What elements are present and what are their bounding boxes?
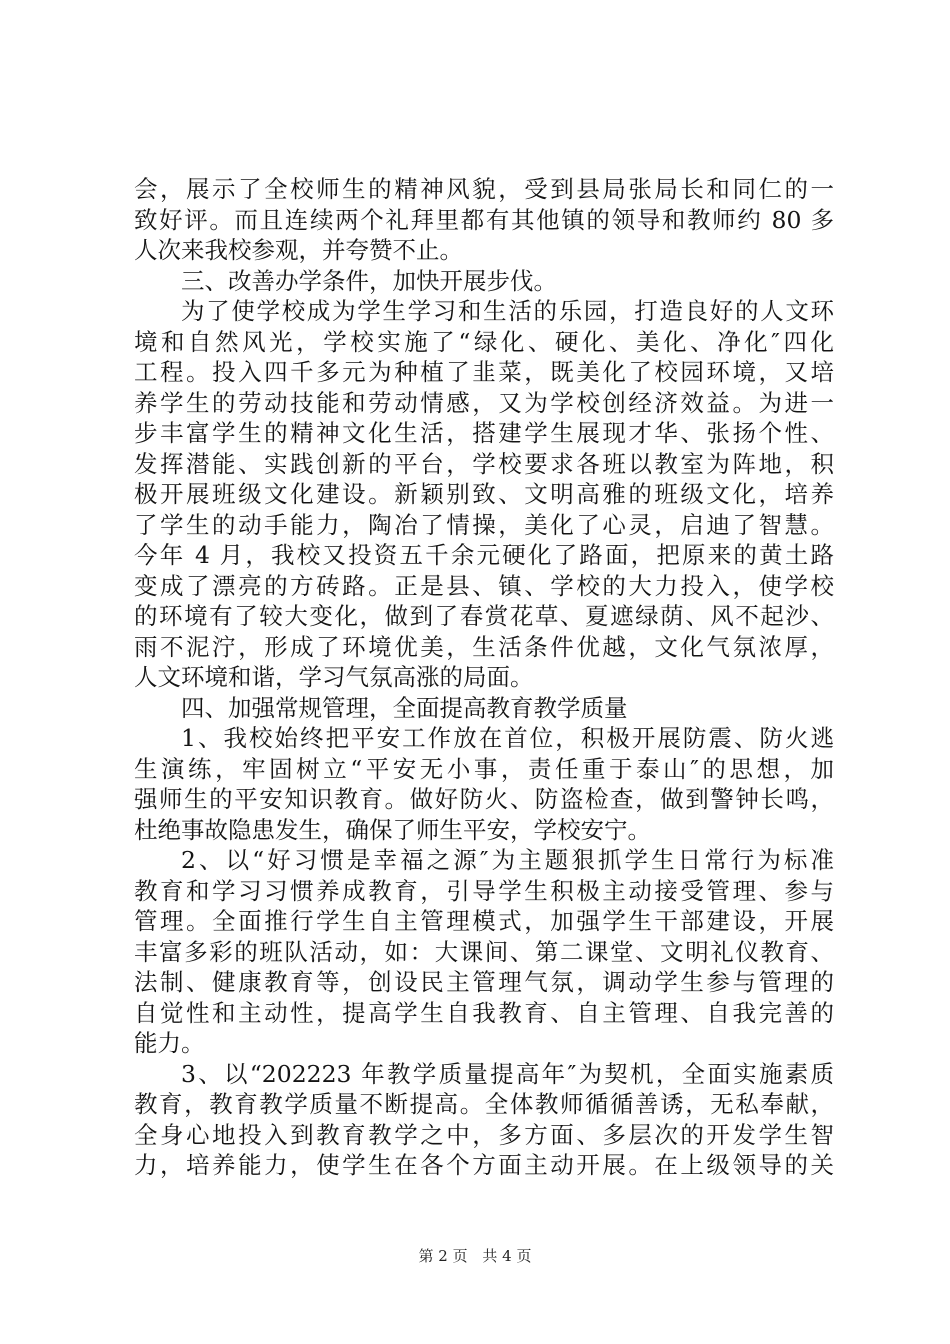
text-line: 变成了漂亮的方砖路。正是县、镇、学校的大力投入，使学校 <box>134 571 834 600</box>
text-line: 教育和学习习惯养成教育，引导学生积极主动接受管理、参与 <box>134 876 834 905</box>
document-body <box>134 174 834 1181</box>
text-line: 丰富多彩的班队活动，如：大课间、第二课堂、文明礼仪教育、 <box>134 937 834 966</box>
text-line: 步丰富学生的精神文化生活，搭建学生展现才华、张扬个性、 <box>134 419 834 447</box>
text-line: 能力。 <box>134 1029 205 1057</box>
text-line: 雨不泥泞，形成了环境优美，生活条件优越，文化气氛浓厚， <box>134 632 834 661</box>
text-line: 四、加强常规管理，全面提高教育教学质量 <box>181 693 628 722</box>
text-line: 3、以“202223 年教学质量提高年″为契机，全面实施素质 <box>181 1059 834 1088</box>
text-line: 养学生的劳动技能和劳动情感，又为学校创经济效益。为进一 <box>134 388 834 417</box>
text-line: 为了使学校成为学生学习和生活的乐园，打造良好的人文环 <box>181 297 834 325</box>
page-number: 第 2 页 <box>418 1247 468 1265</box>
text-line: 境和自然风光，学校实施了“绿化、硬化、美化、净化″四化 <box>134 327 834 356</box>
text-line: 的环境有了较大变化，做到了春赏花草、夏遮绿荫、风不起沙、 <box>134 602 834 630</box>
text-line: 全身心地投入到教育教学之中，多方面、多层次的开发学生智 <box>134 1120 834 1149</box>
text-line: 教育，教育教学质量不断提高。全体教师循循善诱，无私奉献， <box>134 1090 834 1118</box>
text-line: 生演练，牢固树立“平安无小事，责任重于泰山″的思想，加 <box>134 754 834 783</box>
text-line: 会，展示了全校师生的精神风貌，受到县局张局长和同仁的一 <box>134 175 834 203</box>
text-line: 法制、健康教育等，创设民主管理气氛，调动学生参与管理的 <box>134 968 834 996</box>
text-line: 力，培养能力，使学生在各个方面主动开展。在上级领导的关 <box>134 1151 834 1179</box>
text-line: 今年 4 月，我校又投资五千余元硬化了路面，把原来的黄土路 <box>134 541 834 569</box>
text-line: 了学生的动手能力，陶冶了情操，美化了心灵，启迪了智慧。 <box>134 510 834 539</box>
text-line: 三、改善办学条件，加快开展步伐。 <box>181 266 557 295</box>
text-line: 管理。全面推行学生自主管理模式，加强学生干部建设，开展 <box>134 907 834 935</box>
text-line: 人次来我校参观，并夸赞不止。 <box>134 236 463 264</box>
text-line: 2、以“好习惯是幸福之源″为主题狠抓学生日常行为标准 <box>181 846 834 874</box>
page-footer <box>0 1245 950 1266</box>
text-line: 工程。投入四千多元为种植了韭菜，既美化了校园环境，又培 <box>134 358 834 386</box>
text-line: 自觉性和主动性，提高学生自我教育、自主管理、自我完善的 <box>134 998 834 1027</box>
text-line: 1、我校始终把平安工作放在首位，积极开展防震、防火逃 <box>181 724 834 752</box>
text-line: 杜绝事故隐患发生，确保了师生平安，学校安宁。 <box>134 815 651 844</box>
text-line: 发挥潜能、实践创新的平台，学校要求各班以教室为阵地，积 <box>134 449 834 478</box>
page-total: 共 4 页 <box>482 1247 532 1265</box>
text-line: 极开展班级文化建设。新颖别致、文明高雅的班级文化，培养 <box>134 480 834 508</box>
text-line: 致好评。而且连续两个礼拜里都有其他镇的领导和教师约 80 多 <box>134 205 834 234</box>
text-line: 人文环境和谐，学习气氛高涨的局面。 <box>134 663 534 691</box>
text-line: 强师生的平安知识教育。做好防火、防盗检查，做到警钟长鸣， <box>134 785 834 813</box>
